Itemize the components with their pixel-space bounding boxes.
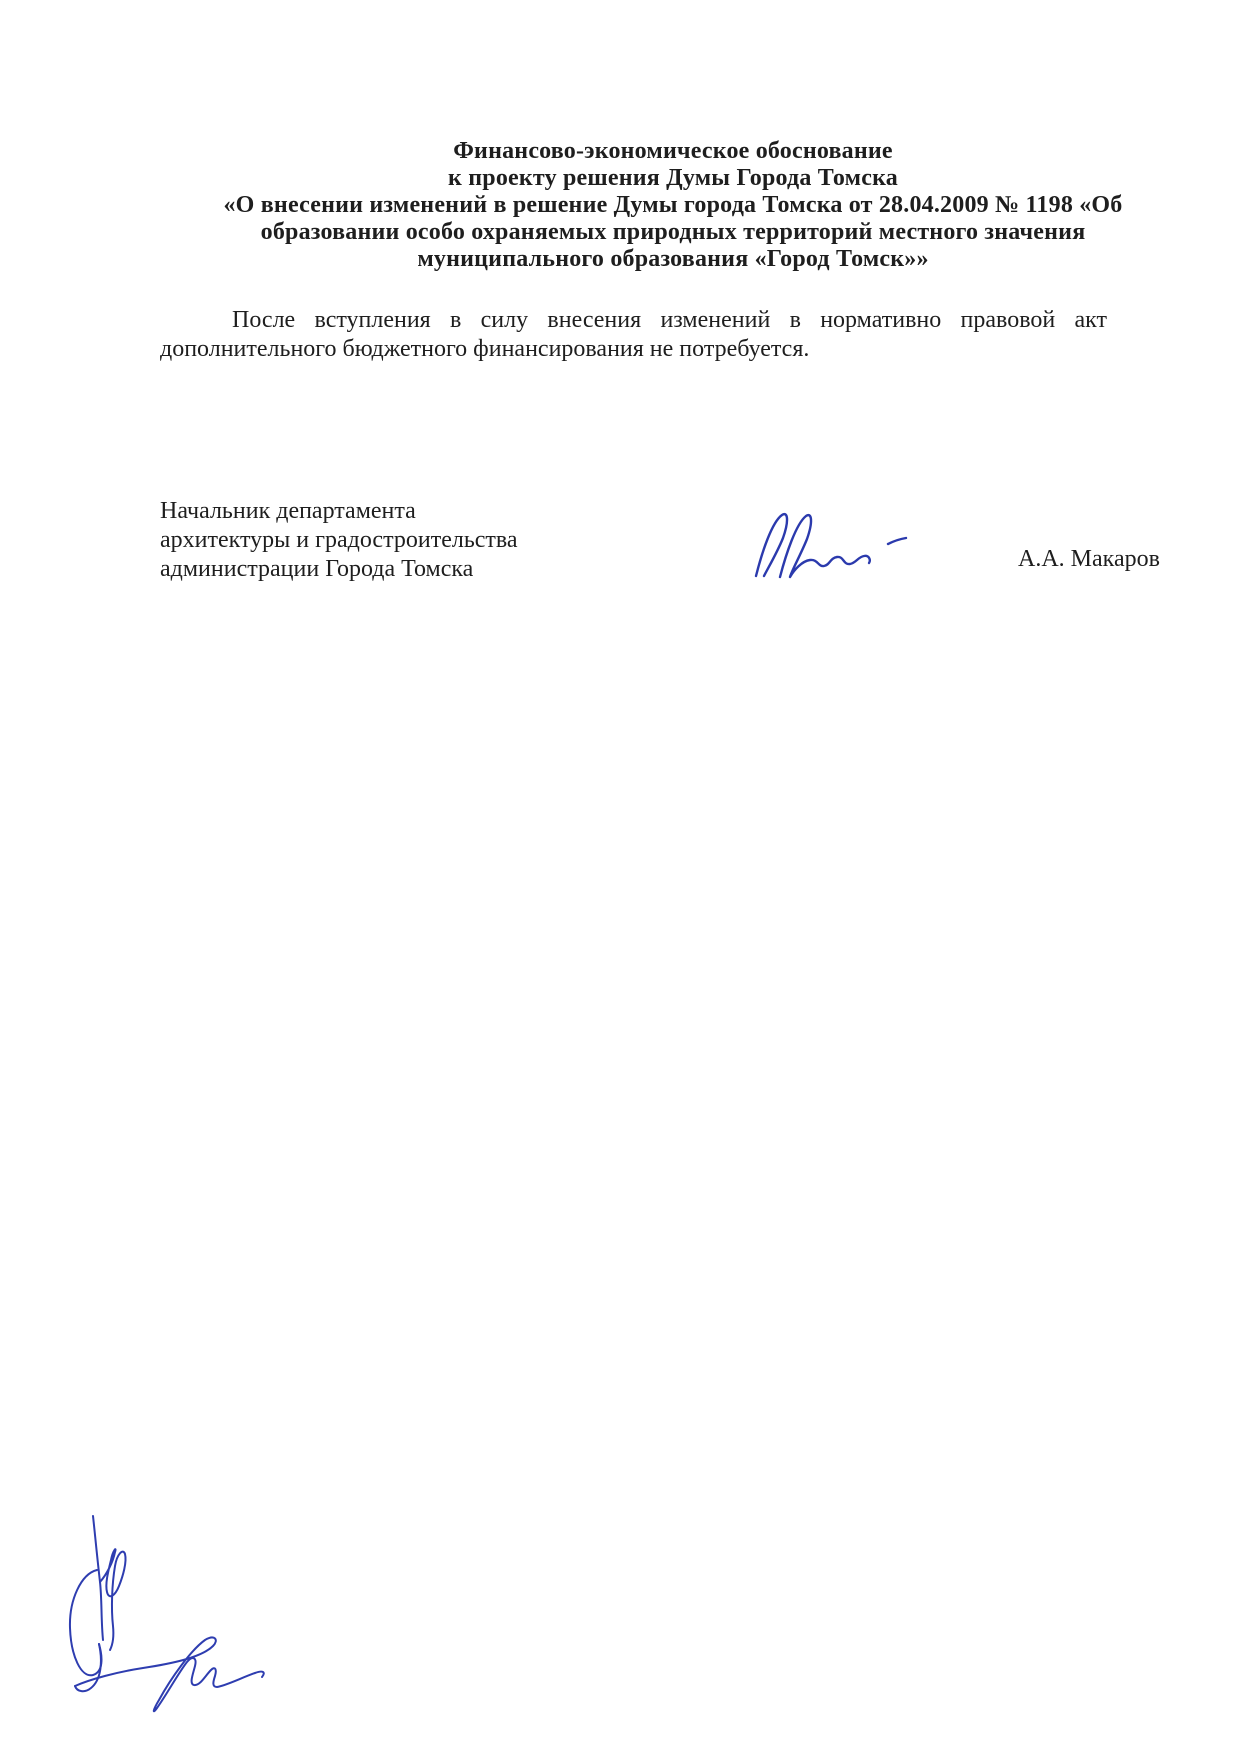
body-paragraph xyxy=(160,306,1107,364)
title-line: муниципального образования «Город Томск»» xyxy=(417,246,929,272)
title-line: Финансово-экономическое обоснование xyxy=(453,138,893,164)
paragraph-line: После вступления в силу внесения изменений в нормативно правовой акт xyxy=(232,307,1107,333)
signatory-name: А.А. Макаров xyxy=(1018,546,1160,572)
title-line: образовании особо охраняемых природных территорий местного значения xyxy=(260,219,1086,245)
ink-scribble-signature-icon xyxy=(55,1512,270,1730)
position-line: архитектуры и градостроительства xyxy=(160,527,518,553)
position-line: Начальник департамента xyxy=(160,498,416,524)
signatory-position-title xyxy=(160,497,518,584)
title-line: к проекту решения Думы Города Томска xyxy=(448,165,898,191)
position-line: администрации Города Томска xyxy=(160,556,474,582)
title-line: «О внесении изменений в решение Думы города Томска от 28.04.2009 № 1198 «Об xyxy=(223,192,1123,218)
paragraph-line: дополнительного бюджетного финансирования не потребуется. xyxy=(160,336,810,362)
handwritten-signature-icon xyxy=(742,506,917,584)
document-title xyxy=(193,138,1153,273)
